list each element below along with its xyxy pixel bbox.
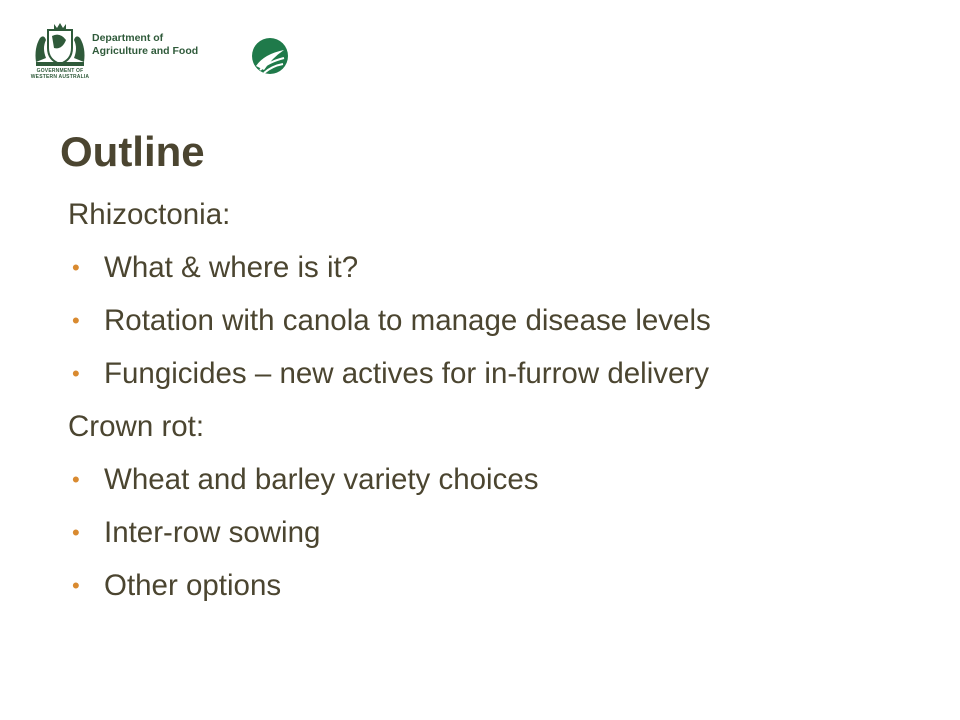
line-text: Inter-row sowing (104, 516, 321, 549)
section-heading-rhizoctonia (68, 188, 928, 241)
crest-caption-line-1: GOVERNMENT OF (36, 68, 84, 74)
bullet-dot-icon: • (72, 467, 80, 492)
bullet-dot-icon: • (72, 308, 80, 333)
bullet-dot-icon: • (72, 361, 80, 386)
line-text: Rhizoctonia: (68, 198, 231, 231)
line-text: Wheat and barley variety choices (104, 463, 539, 496)
department-name-line-2: Agriculture and Food (92, 45, 199, 57)
bullet-dot-icon: • (72, 573, 80, 598)
department-name-line-1: Department of (92, 32, 164, 44)
list-item (68, 347, 928, 400)
line-text: Rotation with canola to manage disease levels (104, 304, 711, 337)
bullet-dot-icon: • (72, 255, 80, 280)
crest-caption-line-2: WESTERN AUSTRALIA (30, 74, 90, 80)
line-text: Fungicides – new actives for in-furrow delivery (104, 357, 709, 390)
section-heading-crown-rot (68, 400, 928, 453)
bullet-dot-icon: • (72, 520, 80, 545)
header-logos (30, 22, 310, 84)
slide-title: Outline (60, 128, 205, 175)
wa-government-crest-icon (30, 22, 90, 84)
list-item (68, 453, 928, 506)
department-name (92, 32, 198, 58)
green-leaf-logo-icon (250, 36, 290, 76)
line-text: Crown rot: (68, 410, 205, 443)
outline-list (68, 188, 928, 612)
line-text: What & where is it? (104, 251, 359, 284)
list-item (68, 241, 928, 294)
list-item (68, 559, 928, 612)
line-text: Other options (104, 569, 282, 602)
list-item (68, 294, 928, 347)
list-item (68, 506, 928, 559)
crest-caption (26, 68, 94, 80)
